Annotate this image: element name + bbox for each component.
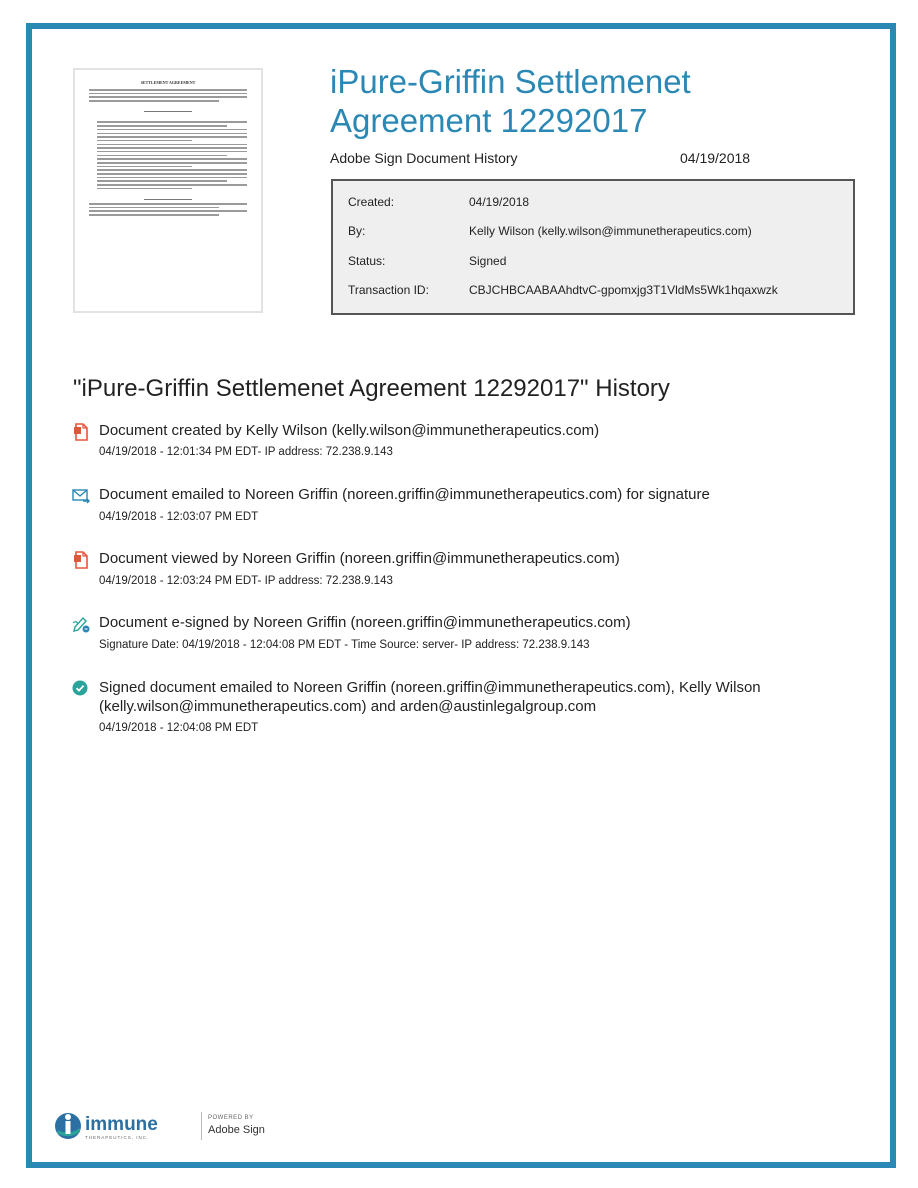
e-signed-icon — [72, 615, 90, 633]
created-label: Created: — [348, 195, 395, 209]
transaction-value: CBJCHBCAABAAhdtvC-gpomxjg3T1VldMs5Wk1hqaxwzk — [469, 283, 778, 297]
info-row-by — [348, 224, 752, 238]
document-viewed-icon — [72, 551, 90, 569]
event-text: Document viewed by Noreen Griffin (noreen.griffin@immunetherapeutics.com) — [99, 550, 620, 567]
powered-by-label: POWERED BY — [208, 1115, 254, 1121]
event-detail: 04/19/2018 - 12:03:07 PM EDT — [99, 511, 259, 523]
document-thumbnail[interactable] — [73, 68, 263, 313]
logo-text: immune — [85, 1114, 158, 1135]
adobe-sign-label: Adobe Sign — [208, 1124, 265, 1136]
event-text: Document created by Kelly Wilson (kelly.wilson@immunetherapeutics.com) — [99, 422, 600, 439]
event-detail: Signature Date: 04/19/2018 - 12:04:08 PM EDT - Time Source: server- IP address: 72.238.9.143 — [99, 639, 590, 651]
event-detail: 04/19/2018 - 12:03:24 PM EDT- IP address: 72.238.9.143 — [99, 575, 393, 587]
email-sent-icon — [72, 487, 90, 505]
event-detail: 04/19/2018 - 12:04:08 PM EDT — [99, 722, 259, 734]
by-value: Kelly Wilson (kelly.wilson@immunetherapeutics.com) — [469, 224, 752, 238]
immune-therapeutics-logo — [54, 1108, 179, 1144]
footer-divider — [201, 1112, 202, 1140]
logo-subtext: THERAPEUTICS, INC. — [85, 1135, 150, 1140]
created-value: 04/19/2018 — [469, 195, 530, 209]
history-title: "iPure-Griffin Settlemenet Agreement 12292017" History — [73, 375, 670, 402]
document-subtitle: Adobe Sign Document History — [330, 150, 518, 166]
document-created-icon — [72, 423, 90, 441]
event-text: Document e-signed by Noreen Griffin (noreen.griffin@immunetherapeutics.com) — [99, 614, 631, 631]
document-date: 04/19/2018 — [680, 150, 751, 166]
signed-complete-icon — [72, 680, 90, 698]
status-label: Status: — [348, 254, 386, 268]
document-title: iPure-Griffin Settlemenet Agreement 12292017 — [330, 63, 691, 139]
status-value: Signed — [469, 254, 507, 268]
event-text: Signed document emailed to Noreen Griffin (noreen.griffin@immunetherapeutics.com), Kelly Wilson (kelly.wilson@immunetherapeutics.com) and arden@austinlegalgroup.com — [99, 679, 761, 715]
event-text: Document emailed to Noreen Griffin (noreen.griffin@immunetherapeutics.com) for signature — [99, 486, 710, 503]
document-info-box — [331, 179, 855, 315]
thumbnail-title: SETTLEMENT AGREEMENT — [140, 80, 196, 85]
info-row-status — [348, 254, 506, 268]
transaction-label: Transaction ID: — [348, 283, 429, 297]
by-label: By: — [348, 224, 366, 238]
info-row-transaction — [348, 283, 778, 297]
info-row-created — [348, 195, 529, 209]
event-detail: 04/19/2018 - 12:01:34 PM EDT- IP address: 72.238.9.143 — [99, 446, 393, 458]
